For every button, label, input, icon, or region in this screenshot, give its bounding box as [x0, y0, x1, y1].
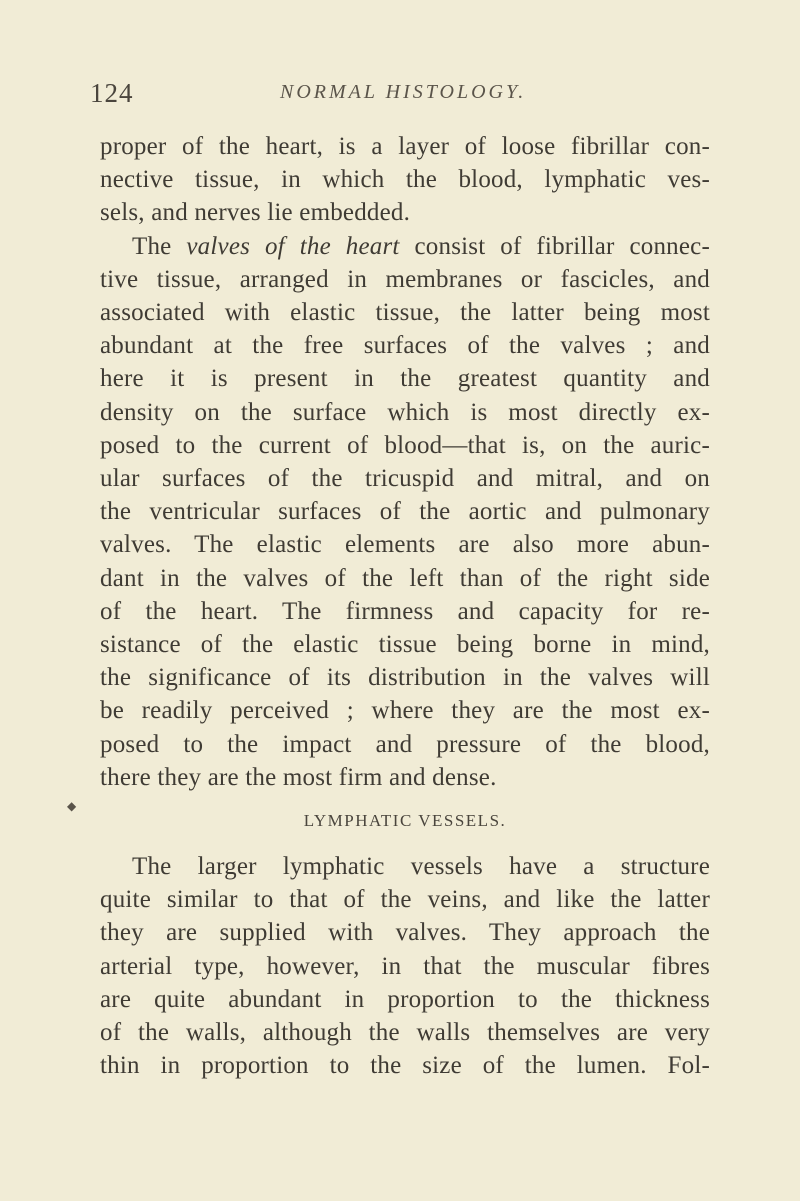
running-title: NORMAL HISTOLOGY.: [280, 81, 527, 103]
text-line: The larger lymphatic vessels have a structure: [132, 853, 710, 881]
text-line: nective tissue, in which the blood, lymphatic ves-: [100, 166, 710, 194]
text-line: quite similar to that of the veins, and like the latter: [100, 886, 710, 914]
text-line: the significance of its distribution in the valves will: [100, 664, 710, 692]
running-head: [90, 78, 720, 112]
text-line: tive tissue, arranged in membranes or fascicles, and: [100, 265, 710, 293]
body-text: [100, 130, 710, 1082]
text-line: ular surfaces of the tricuspid and mitral, and on: [100, 465, 710, 493]
text-segment: consist of fibrillar connec-: [399, 232, 710, 260]
text-line: density on the surface which is most directly ex-: [100, 398, 710, 426]
paragraph-lymphatic: [100, 850, 710, 1082]
text-line: there they are the most firm and dense.: [100, 763, 497, 791]
section-heading: LYMPHATIC VESSELS.: [303, 811, 507, 831]
text-line: valves. The elastic elements are also more abun-: [100, 531, 710, 559]
page-number: 124: [90, 78, 134, 108]
text-segment: The: [132, 232, 187, 260]
paragraph-valves: [100, 230, 710, 794]
text-line: proper of the heart, is a layer of loose fibrillar con-: [100, 133, 710, 160]
text-line: they are supplied with valves. They approach the: [100, 919, 710, 947]
text-line: sels, and nerves lie embedded.: [100, 199, 411, 227]
text-line: sistance of the elastic tissue being borne in mind,: [100, 631, 710, 659]
paragraph-continuation: [100, 130, 710, 230]
text-line: arterial type, however, in that the muscular fibres: [100, 952, 710, 980]
text-line: abundant at the free surfaces of the valves ; and: [100, 332, 710, 360]
margin-mark-icon: ◆: [67, 799, 77, 813]
text-line: posed to the current of blood—that is, on the auric-: [100, 431, 710, 459]
text-line: associated with elastic tissue, the latter being most: [100, 299, 710, 327]
text-line: here it is present in the greatest quantity and: [100, 365, 710, 393]
text-line: dant in the valves of the left than of the right side: [100, 564, 710, 592]
italic-term: valves of the heart: [186, 232, 400, 260]
text-line: of the walls, although the walls themselves are very: [100, 1019, 710, 1047]
text-line: are quite abundant in proportion to the thickness: [100, 985, 710, 1013]
text-line: thin in proportion to the size of the lumen. Fol-: [100, 1052, 710, 1080]
text-line: posed to the impact and pressure of the blood,: [100, 730, 710, 758]
text-line: of the heart. The firmness and capacity for re-: [100, 597, 710, 625]
text-line: the ventricular surfaces of the aortic and pulmonary: [100, 498, 710, 526]
text-line: [100, 230, 710, 263]
text-line: be readily perceived ; where they are the most ex-: [100, 697, 710, 725]
